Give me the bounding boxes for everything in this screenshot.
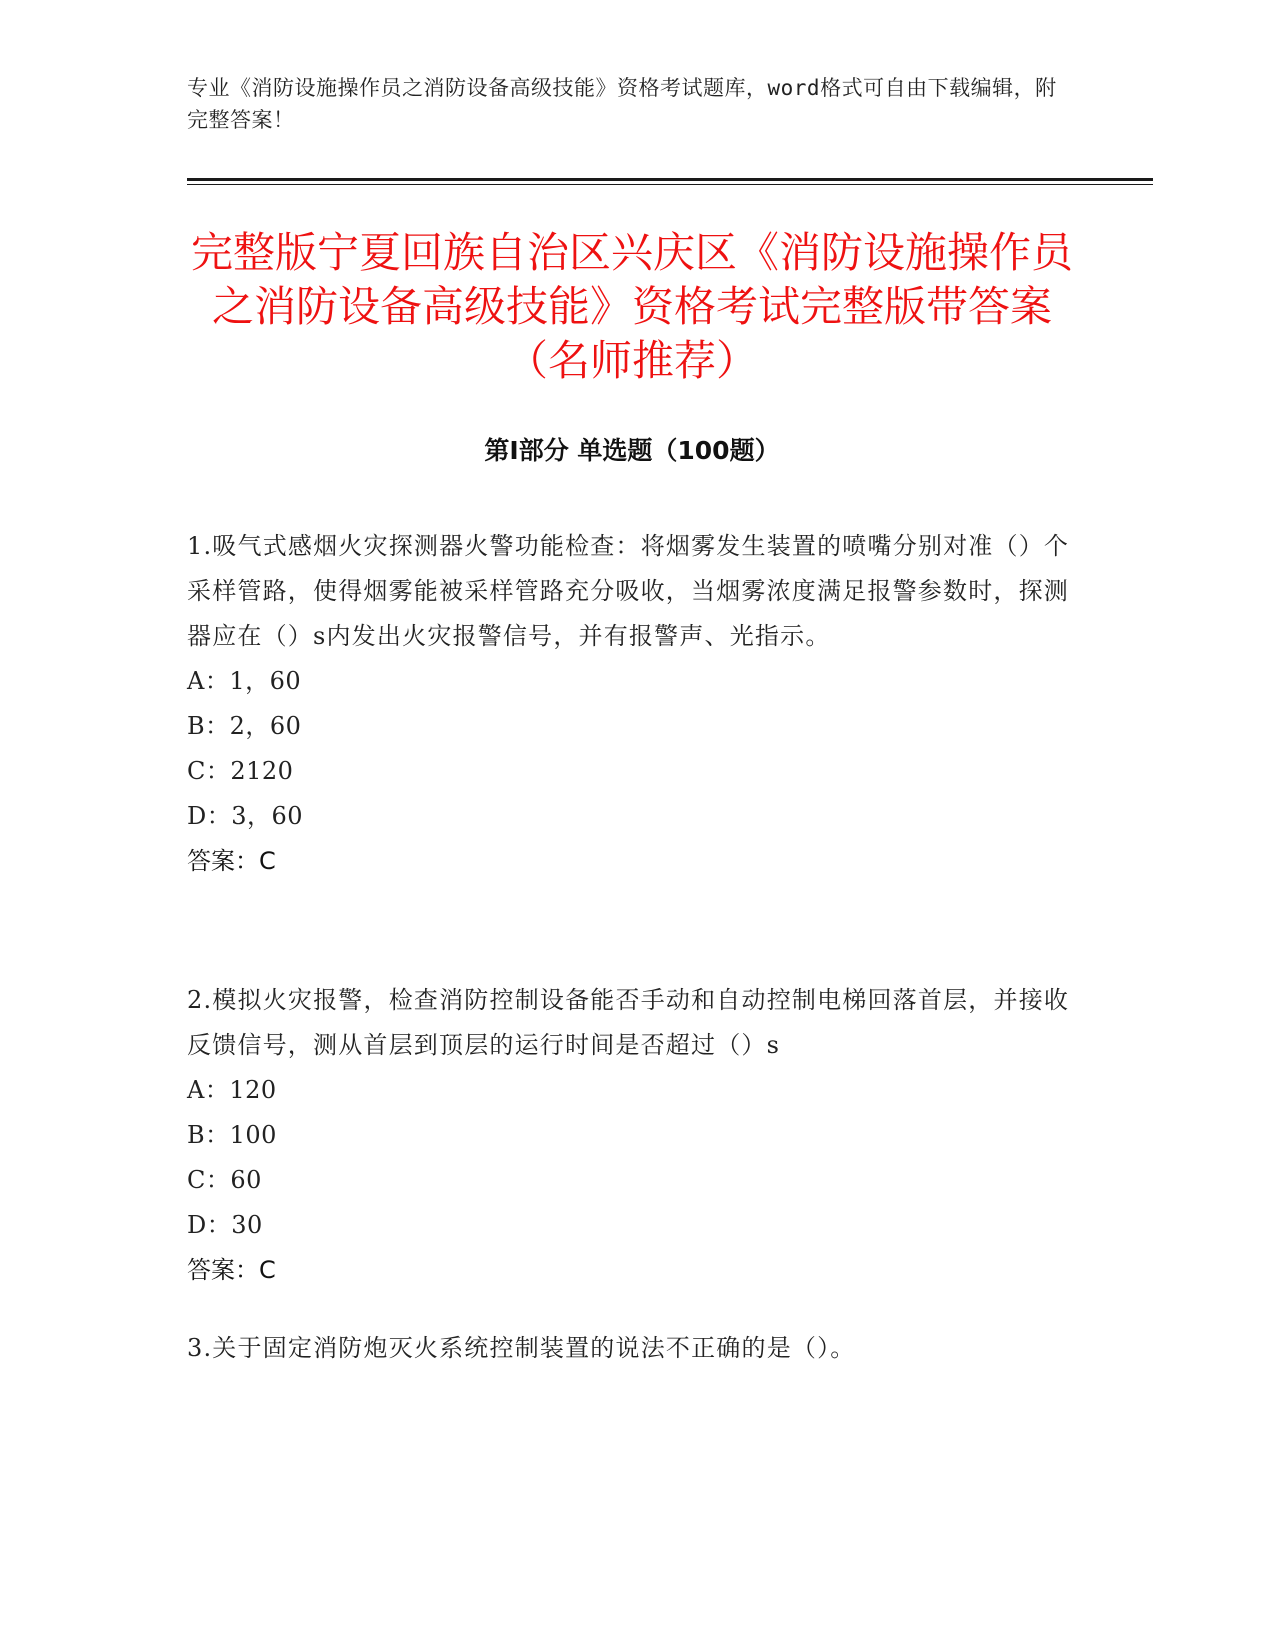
option-c: C：2120 (187, 757, 294, 785)
document-title: 完整版宁夏回族自治区兴庆区《消防设施操作员之消防设备高级技能》资格考试完整版带答案（名师推荐） (190, 228, 1073, 385)
option-d: D：30 (187, 1211, 263, 1239)
question-stem: 3.关于固定消防炮灭火系统控制装置的说法不正确的是（）。 (187, 1334, 856, 1362)
option-b: B：100 (187, 1121, 277, 1149)
option-a: A：120 (187, 1076, 277, 1104)
header-divider-thin (187, 184, 1153, 185)
header-note: 专业《消防设施操作员之消防设备高级技能》资格考试题库，word格式可自由下载编辑，附完整答案！ (187, 76, 1057, 132)
question-1 (187, 524, 1077, 884)
header-divider-thick (187, 178, 1153, 181)
answer: 答案：C (187, 847, 276, 875)
question-stem: 1.吸气式感烟火灾探测器火警功能检查：将烟雾发生装置的喷嘴分别对准（）个采样管路，使得烟雾能被采样管路充分吸收，当烟雾浓度满足报警参数时，探测器应在（）s内发出火灾报警信号，并有报警声、光指示。 (187, 532, 1070, 650)
option-d: D：3，60 (187, 802, 304, 830)
option-a: A：1，60 (187, 667, 302, 695)
option-b: B：2，60 (187, 712, 302, 740)
question-stem: 2.模拟火灾报警，检查消防控制设备能否手动和自动控制电梯回落首层，并接收反馈信号，测从首层到顶层的运行时间是否超过（）s (187, 986, 1070, 1059)
option-c: C：60 (187, 1166, 262, 1194)
question-3 (187, 1326, 1077, 1371)
question-2 (187, 978, 1077, 1293)
answer: 答案：C (187, 1256, 276, 1284)
section-heading: 第Ⅰ部分 单选题（100题） (484, 436, 780, 465)
